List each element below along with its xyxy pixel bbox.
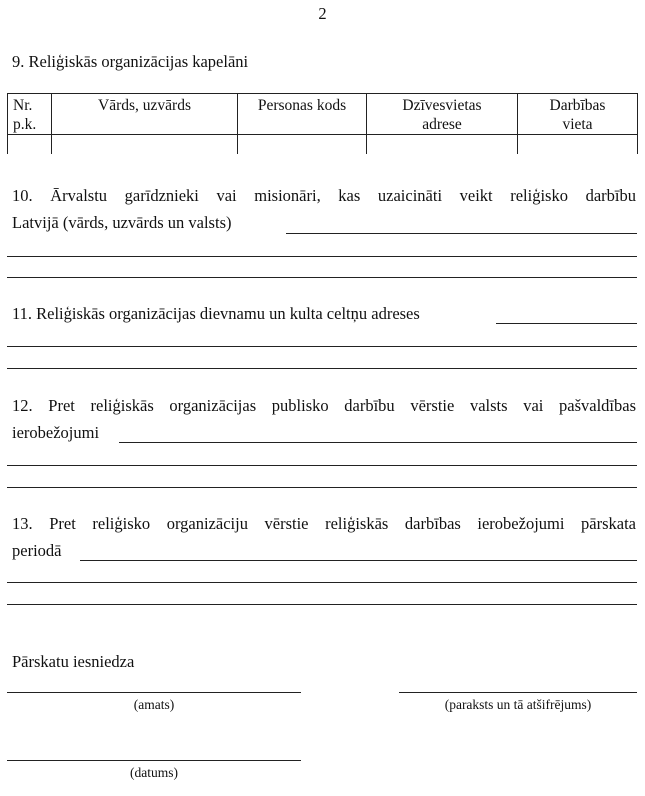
section-13-line2: periodā [12, 541, 62, 560]
section-12-answer-line[interactable] [7, 487, 637, 488]
header-residence [367, 94, 518, 135]
signature-caption: (paraksts un tā atšifrējums) [444, 697, 592, 712]
signature-line[interactable] [399, 692, 637, 693]
section-13-answer-line[interactable] [80, 560, 637, 561]
table-cell[interactable] [518, 135, 638, 155]
header-workplace [518, 94, 638, 135]
table-cell[interactable] [8, 135, 52, 155]
table-cell[interactable] [52, 135, 238, 155]
section-10-line2: Latvijā (vārds, uzvārds un valsts) [12, 213, 232, 232]
section-13-line1: 13. Pret reliģisko organizāciju vērstie reliģiskās darbības ierobežojumi pārskata [12, 514, 636, 533]
chaplains-table [7, 93, 638, 154]
table-cell[interactable] [238, 135, 367, 155]
header-name [52, 94, 238, 135]
table-header-row [8, 94, 638, 135]
header-name-label: Vārds, uzvārds [98, 97, 191, 114]
header-workplace-line1: Darbības [549, 97, 606, 114]
section-10-answer-line[interactable] [7, 277, 637, 278]
section-13-answer-line[interactable] [7, 582, 637, 583]
header-residence-line2: adrese [422, 116, 462, 133]
header-nr-line2: p.k. [13, 116, 37, 133]
header-personal-code-label: Personas kods [257, 97, 347, 114]
header-residence-line1: Dzīvesvietas [402, 97, 482, 114]
header-nr [8, 94, 52, 135]
section-9-title: 9. Reliģiskās organizācijas kapelāni [12, 52, 249, 71]
date-line[interactable] [7, 760, 301, 761]
section-11-text: 11. Reliģiskās organizācijas dievnamu un kulta celtņu adreses [12, 304, 420, 323]
table-row [8, 135, 638, 155]
section-10-answer-line[interactable] [286, 233, 637, 234]
page-number: 2 [318, 4, 327, 23]
section-10-line1: 10. Ārvalstu garīdznieki vai misionāri, kas uzaicināti veikt reliģisko darbību [12, 186, 636, 205]
section-12-answer-line[interactable] [7, 465, 637, 466]
section-11-answer-line[interactable] [7, 346, 637, 347]
position-line[interactable] [7, 692, 301, 693]
header-nr-line1: Nr. [13, 97, 33, 114]
section-12-answer-line[interactable] [119, 442, 637, 443]
submitted-by-heading: Pārskatu iesniedza [12, 652, 135, 671]
section-11-answer-line[interactable] [496, 323, 637, 324]
table-cell[interactable] [367, 135, 518, 155]
section-13-answer-line[interactable] [7, 604, 637, 605]
position-caption: (amats) [133, 697, 175, 712]
header-workplace-line2: vieta [562, 116, 593, 133]
section-12-line1: 12. Pret reliģiskās organizācijas publisko darbību vērstie valsts vai pašvaldības [12, 396, 636, 415]
section-10-answer-line[interactable] [7, 256, 637, 257]
section-11-answer-line[interactable] [7, 368, 637, 369]
section-12-line2: ierobežojumi [12, 423, 100, 442]
header-personal-code [238, 94, 367, 135]
date-caption: (datums) [130, 765, 178, 780]
